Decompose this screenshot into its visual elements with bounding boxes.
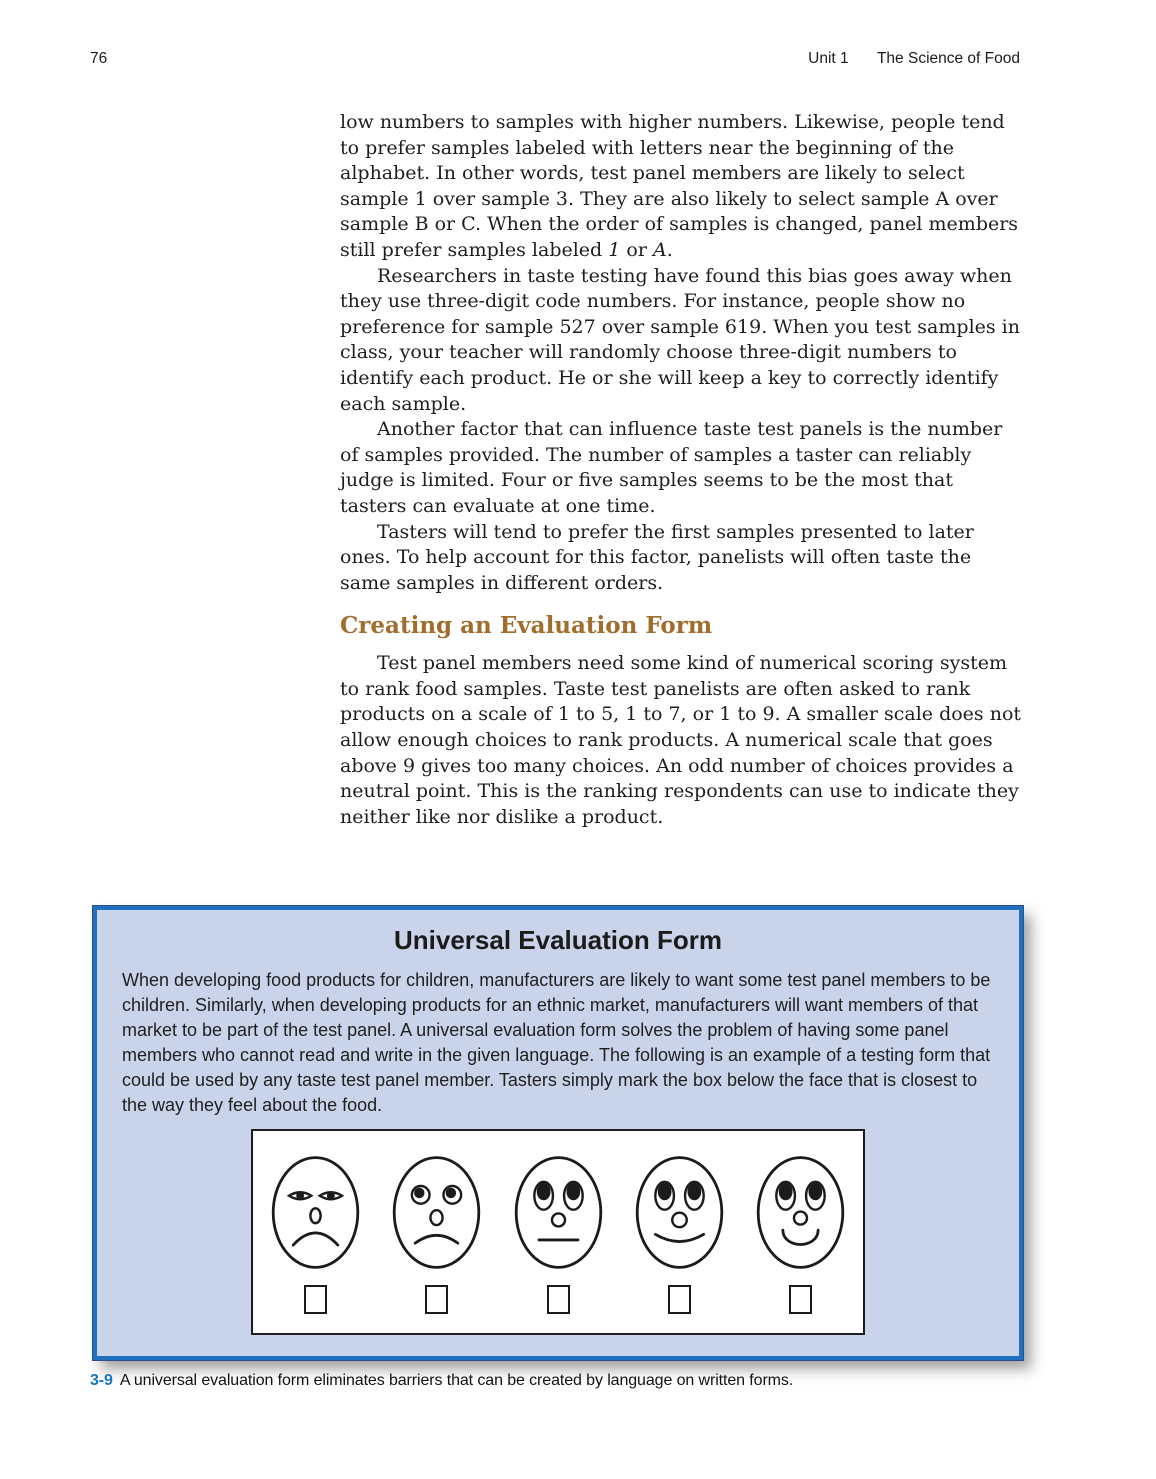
sad-face-icon — [390, 1153, 483, 1272]
section-heading: Creating an Evaluation Form — [340, 612, 713, 640]
rating-checkbox-3 — [547, 1285, 570, 1314]
running-head — [808, 50, 1020, 68]
unit-label: Unit 1 — [808, 50, 849, 67]
very-happy-face-icon — [754, 1153, 847, 1272]
book-title: The Science of Food — [876, 50, 1020, 67]
body-text-column — [340, 110, 1024, 830]
body-paragraph: Another factor that can influence taste test panels is the number of samples provided. The number of samples a taster can reliably judge is limited. Four or five samples seems to be the most that tasters can evaluate at one time. — [340, 418, 1003, 517]
feature-box-title: Universal Evaluation Form — [394, 925, 722, 955]
happy-face-icon — [633, 1153, 726, 1272]
face-rating-option — [269, 1153, 362, 1314]
paragraphs-before-heading — [340, 110, 1024, 596]
faces-rating-panel — [251, 1129, 865, 1335]
universal-evaluation-form-box — [93, 906, 1023, 1360]
page-number: 76 — [90, 50, 108, 67]
body-paragraph: Researchers in taste testing have found this bias goes away when they use three-digit code numbers. For instance, people show no preference for sample 527 over sample 619. When you test samples in class, your teacher will randomly choose three-digit numbers to identify each product. He or she will keep a key to correctly identify each sample. — [340, 264, 1020, 415]
face-rating-option — [633, 1153, 726, 1314]
face-rating-option — [754, 1153, 847, 1314]
figure-caption-text: A universal evaluation form eliminates barriers that can be created by language on written forms. — [119, 1372, 794, 1389]
figure-caption — [90, 1370, 1090, 1391]
body-paragraph: Tasters will tend to prefer the first samples presented to later ones. To help account for this factor, panelists will often taste the same samples in different orders. — [340, 520, 974, 594]
body-paragraph: low numbers to samples with higher numbers. Likewise, people tend to prefer samples labeled with letters near the beginning of the alphabet. In other words, test panel members are likely to select sample 1 over sample 3. They are also likely to select sample A over sample B or C. When the order of samples is changed, panel members still prefer samples labeled 1 or A. — [340, 111, 1019, 261]
feature-box-body: When developing food products for children, manufacturers are likely to want some test panel members to be children. Similarly, when developing products for an ethnic market, manufacturers will want members of that market to be part of the test panel. A universal evaluation form solves the problem of having some panel members who cannot read and write in the given language. The following is an example of a testing form that could be used by any taste test panel member. Tasters simply mark the box below the face that is closest to the way they feel about the food. — [122, 970, 991, 1115]
rating-checkbox-2 — [425, 1285, 448, 1314]
figure-number: 3-9 — [90, 1372, 113, 1389]
rating-checkbox-4 — [668, 1285, 691, 1314]
face-rating-option — [512, 1153, 605, 1314]
face-rating-option — [390, 1153, 483, 1314]
rating-checkbox-1 — [304, 1285, 327, 1314]
body-paragraph: Test panel members need some kind of numerical scoring system to rank food samples. Taste test panelists are often asked to rank products on a scale of 1 to 5, 1 to 7, or 1 to 9. A smaller scale does not allow enough choices to rank products. A numerical scale that goes above 9 gives too many choices. An odd number of choices provides a neutral point. This is the ranking respondents can use to indicate they neither like nor dislike a product. — [340, 652, 1022, 828]
very-sad-face-icon — [269, 1153, 362, 1272]
rating-checkbox-5 — [789, 1285, 812, 1314]
running-header — [90, 50, 1020, 68]
paragraphs-after-heading — [340, 651, 1024, 830]
neutral-face-icon — [512, 1153, 605, 1272]
